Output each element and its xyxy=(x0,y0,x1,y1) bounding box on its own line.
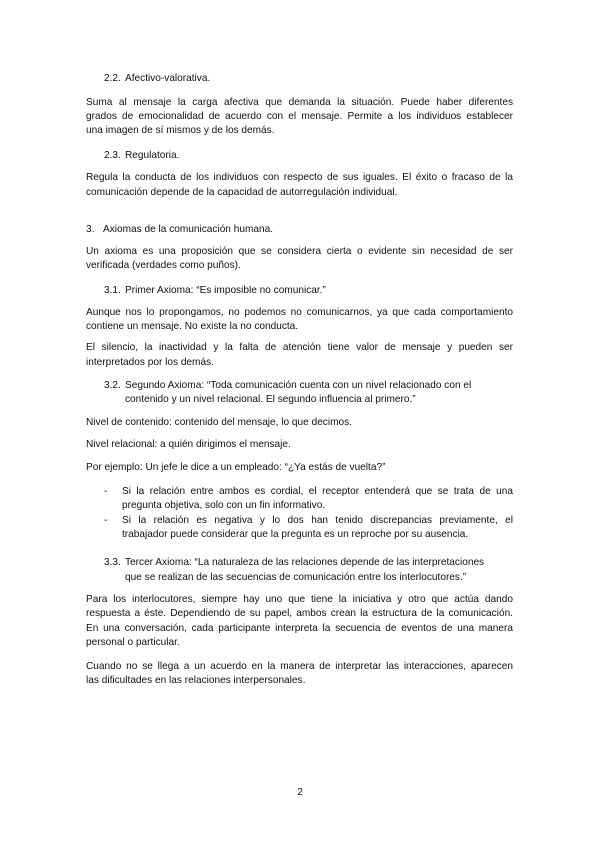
paragraph-line: personal o particular. xyxy=(86,637,180,648)
section-heading-3-1 xyxy=(104,284,326,297)
section-heading-2-2 xyxy=(104,72,210,85)
section-number: 2.3. xyxy=(104,150,121,161)
paragraph-line: El silencio, la inactividad y la falta de atención tiene valor de mensaje y pueden ser xyxy=(86,342,513,353)
section-title-line: que se realizan de las secuencias de comunicación entre los interlocutores.” xyxy=(125,572,467,583)
section-number: 3.3. xyxy=(104,557,121,568)
page-number: 2 xyxy=(297,787,303,798)
paragraph-line: grados de emocionalidad de acuerdo con el mensaje. Permite a los individuos establecer xyxy=(86,111,513,122)
paragraph-line: Un axioma es una proposición que se considera cierta o evidente sin necesidad de ser xyxy=(86,246,513,257)
bullet-marker: - xyxy=(104,486,108,497)
section-heading-3-2 xyxy=(104,379,471,392)
paragraph-line: las dificultades en las relaciones interpersonales. xyxy=(86,675,306,686)
paragraph-line: contiene un mensaje. No existe la no conducta. xyxy=(86,321,299,332)
paragraph-line: respuesta a éste. Dependiendo de su papel, ambos crean la estructura de la comunicación. xyxy=(86,608,513,619)
bullet-marker: - xyxy=(104,515,108,526)
paragraph-line: Nivel de contenido: contenido del mensaje, lo que decimos. xyxy=(86,417,352,428)
paragraph-line: Cuando no se llega a un acuerdo en la manera de interpretar las interacciones, aparecen xyxy=(86,661,513,672)
section-number: 2.2. xyxy=(104,73,121,84)
bullet-line: Si la relación entre ambos es cordial, el receptor entenderá que se trata de una xyxy=(122,486,513,497)
paragraph-line: Por ejemplo: Un jefe le dice a un empleado: “¿Ya estás de vuelta?” xyxy=(86,462,386,473)
section-heading-3 xyxy=(86,223,273,236)
section-heading-2-3 xyxy=(104,149,179,162)
paragraph-line: Suma al mensaje la carga afectiva que demanda la situación. Puede haber diferentes xyxy=(86,97,513,108)
section-title-line: Segundo Axioma: “Toda comunicación cuenta con un nivel relacionado con el xyxy=(125,380,472,391)
section-title: Regulatoria. xyxy=(125,150,180,161)
section-number: 3.1. xyxy=(104,285,121,296)
paragraph-line: Aunque nos lo propongamos, no podemos no comunicarnos, ya que cada comportamiento xyxy=(86,307,513,318)
section-title-line: Tercer Axioma: “La naturaleza de las relaciones depende de las interpretaciones xyxy=(125,557,485,568)
paragraph-line: Para los interlocutores, siempre hay uno que tiene la iniciativa y otro que actúa dando xyxy=(86,594,513,605)
section-number: 3. xyxy=(86,224,95,235)
paragraph-line: una imagen de sí mismos y de los demás. xyxy=(86,125,275,136)
bullet-line: Si la relación es negativa y lo dos han tenido discrepancias previamente, el xyxy=(122,515,513,526)
section-number: 3.2. xyxy=(104,380,121,391)
section-heading-3-3 xyxy=(104,556,484,569)
paragraph-line: comunicación depende de la capacidad de autorregulación individual. xyxy=(86,187,398,198)
paragraph-line: En una conversación, cada participante interpreta la secuencia de eventos de una manera xyxy=(86,623,513,634)
paragraph-line: interpretados por los demás. xyxy=(86,357,214,368)
section-title: Primer Axioma: “Es imposible no comunicar.” xyxy=(125,285,326,296)
section-title-line: contenido y un nivel relacional. El segundo influencia al primero.” xyxy=(125,394,416,405)
paragraph-line: Nivel relacional: a quién dirigimos el mensaje. xyxy=(86,439,291,450)
section-title: Axiomas de la comunicación humana. xyxy=(103,224,274,235)
bullet-line: pregunta objetiva, solo con un fin informativo. xyxy=(122,500,326,511)
section-title: Afectivo-valorativa. xyxy=(125,73,211,84)
bullet-line: trabajador puede considerar que la pregunta es un reproche por su ausencia. xyxy=(122,529,469,540)
paragraph-line: verificada (verdades como puños). xyxy=(86,260,241,271)
paragraph-line: Regula la conducta de los individuos con respecto de sus iguales. El éxito o fracaso de la xyxy=(86,172,513,183)
